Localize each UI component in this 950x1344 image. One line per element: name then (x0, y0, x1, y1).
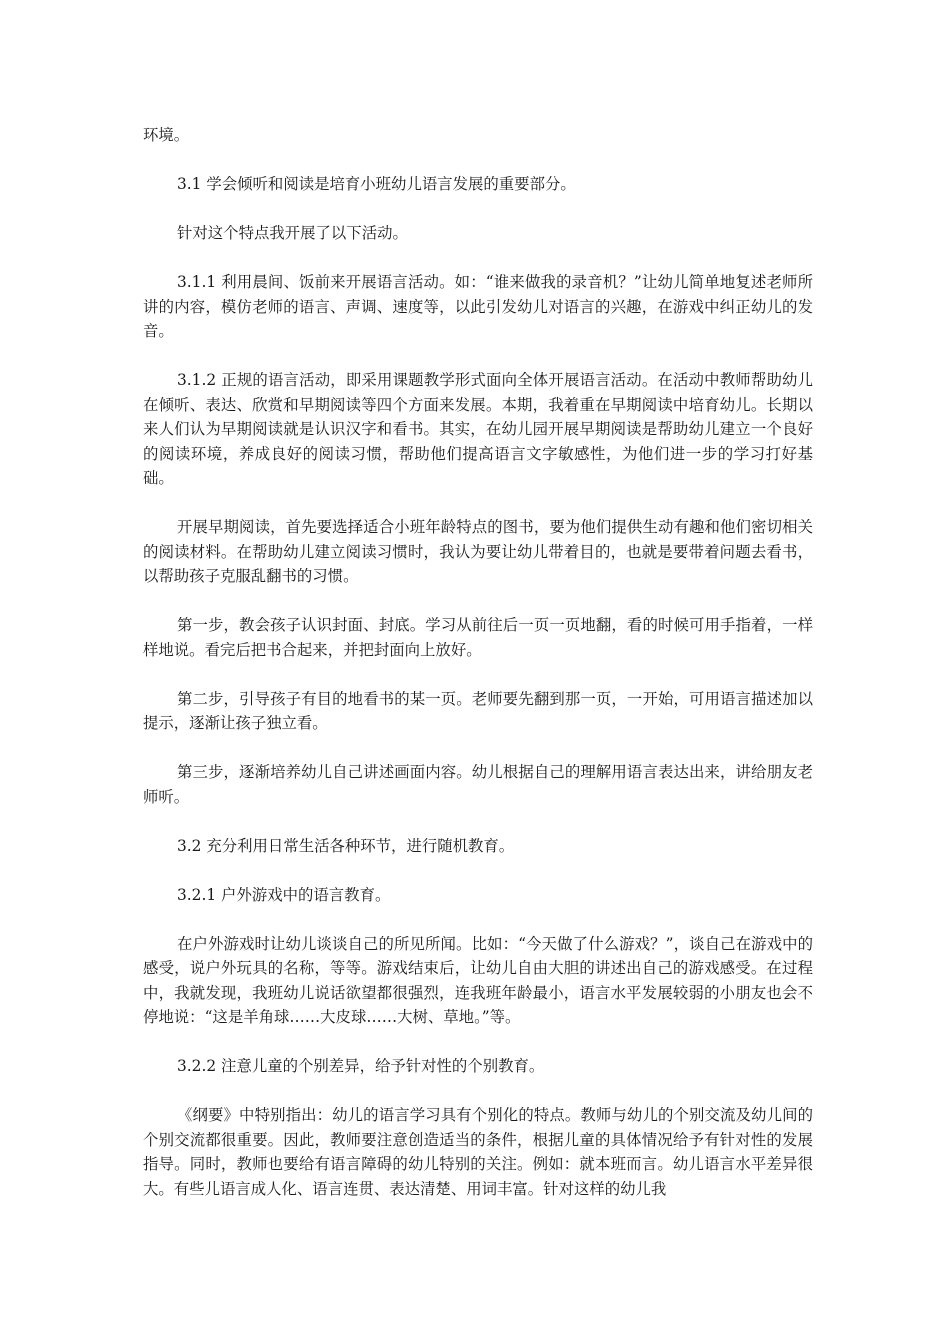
paragraph-step-3: 第三步，逐渐培养幼儿自己讲述画面内容。幼儿根据自己的理解用语言表达出来，讲给朋友老师听。 (143, 763, 813, 806)
paragraph-step-2: 第二步，引导孩子有目的地看书的某一页。老师要先翻到那一页，一开始，可用语言描述加以提示，逐渐让孩子独立看。 (143, 689, 813, 732)
document-page (143, 123, 813, 1226)
heading-3-2-1: 3.2.1 户外游戏中的语言教育。 (177, 885, 391, 904)
paragraph-intro: 针对这个特点我开展了以下活动。 (177, 224, 408, 242)
paragraph-guidelines: 《纲要》中特别指出：幼儿的语言学习具有个别化的特点。教师与幼儿的个别交流及幼儿间的个别交流都很重要。因此，教师要注意创造适当的条件，根据儿童的具体情况给予有针对性的发展指导。同时，教师也要给有语言障碍的幼儿特别的关注。例如：就本班而言。幼儿语言水平差异很大。有些儿语言成人化、语言连贯、表达清楚、用词丰富。针对这样的幼儿我 (143, 1106, 813, 1198)
paragraph-continuation: 环境。 (143, 126, 190, 144)
paragraph-early-reading: 开展早期阅读，首先要选择适合小班年龄特点的图书，要为他们提供生动有趣和他们密切相关的阅读材料。在帮助幼儿建立阅读习惯时，我认为要让幼儿带着目的，也就是要带着问题去看书，以帮助孩子克服乱翻书的习惯。 (143, 518, 813, 585)
paragraph-step-1: 第一步，教会孩子认识封面、封底。学习从前往后一页一页地翻，看的时候可用手指着，一样样地说。看完后把书合起来，并把封面向上放好。 (143, 616, 813, 659)
paragraph-3-1-1: 3.1.1 利用晨间、饭前来开展语言活动。如：“谁来做我的录音机？”让幼儿简单地复述老师所讲的内容，模仿老师的语言、声调、速度等，以此引发幼儿对语言的兴趣，在游戏中纠正幼儿的发音。 (143, 273, 813, 340)
paragraph-outdoor-games: 在户外游戏时让幼儿谈谈自己的所见所闻。比如：“今天做了什么游戏？”，谈自己在游戏中的感受，说户外玩具的名称，等等。游戏结束后，让幼儿自由大胆的讲述出自己的游戏感受。在过程中，我就发现，我班幼儿说话欲望都很强烈，连我班年龄最小，语言水平发展较弱的小朋友也会不停地说：“这是羊角球……大皮球……大树、草地。”等。 (143, 934, 813, 1026)
heading-3-2: 3.2 充分利用日常生活各种环节，进行随机教育。 (177, 836, 515, 855)
paragraph-3-1-2: 3.1.2 正规的语言活动，即采用课题教学形式面向全体开展语言活动。在活动中教师帮助幼儿在倾听、表达、欣赏和早期阅读等四个方面来发展。本期，我着重在早期阅读中培育幼儿。长期以来人们认为早期阅读就是认识汉字和看书。其实，在幼儿园开展早期阅读是帮助幼儿建立一个良好的阅读环境，养成良好的阅读习惯，帮助他们提高语言文字敏感性，为他们进一步的学习打好基础。 (143, 371, 813, 487)
heading-3-2-2: 3.2.2 注意儿童的个别差异，给予针对性的个别教育。 (177, 1057, 545, 1075)
heading-3-1: 3.1 学会倾听和阅读是培育小班幼儿语言发展的重要部分。 (177, 175, 576, 193)
